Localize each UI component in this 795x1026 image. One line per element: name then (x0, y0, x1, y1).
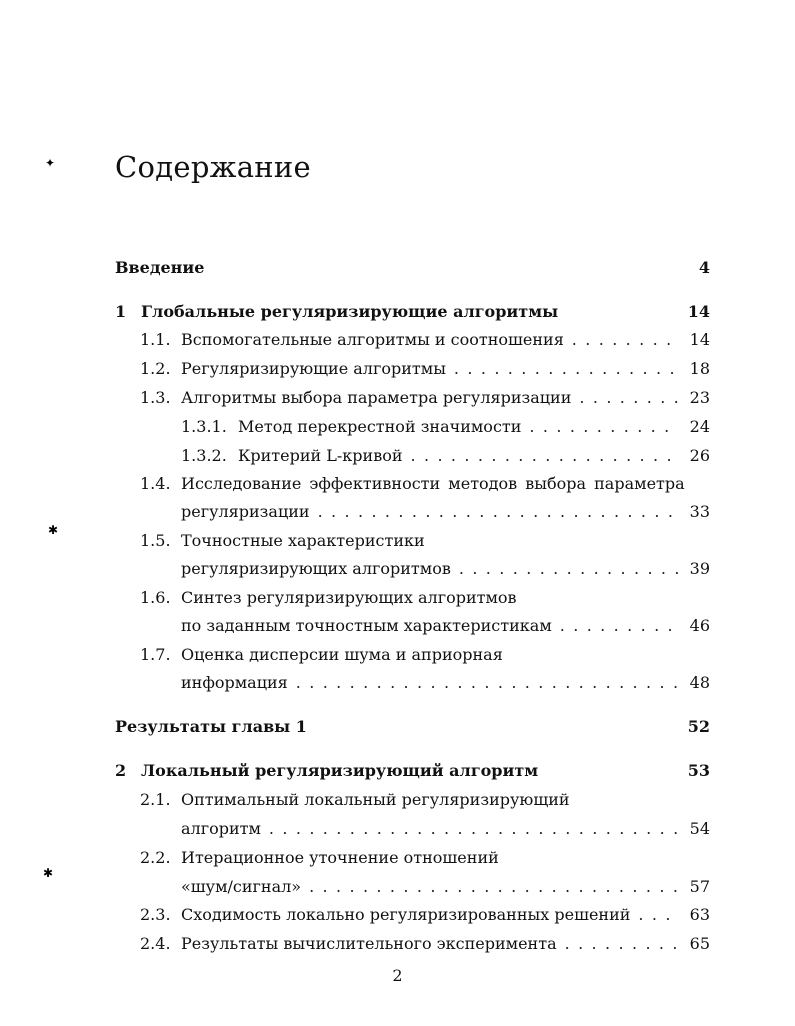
toc-entry-number: 2.4. (140, 934, 171, 953)
toc-entry-text: Глобальные регуляризирующие алгоритмы (141, 302, 559, 321)
toc-entry-number: 1.6. (140, 588, 171, 607)
dot-leader (529, 417, 678, 437)
toc-entry-text-continued: по заданным точностным характеристикам (181, 616, 552, 635)
toc-entry-text: Метод перекрестной значимости (238, 417, 522, 436)
toc-entry-2-1-continuation[interactable] (181, 819, 710, 839)
toc-entry-number: 2.3. (140, 905, 171, 924)
toc-entry-1-3[interactable] (140, 388, 710, 408)
toc-entry-text: Сходимость локально регуляризированных решений (181, 905, 631, 924)
toc-entry-1-1[interactable] (140, 330, 710, 350)
scan-mark-icon: ✱ (48, 523, 59, 537)
toc-entry-number: 1.3.1. (181, 417, 227, 436)
dot-leader (269, 819, 678, 839)
toc-entry-number: 1.5. (140, 531, 171, 550)
dot-leader (411, 446, 678, 466)
toc-entry-text: Введение (115, 258, 205, 277)
toc-entry-chapter-1-results[interactable] (115, 717, 710, 737)
toc-entry-number: 2 (115, 761, 127, 780)
dot-leader (579, 388, 678, 408)
page-title: Содержание (115, 150, 312, 184)
toc-entry-page: 23 (689, 388, 710, 407)
toc-entry-2-2-continuation[interactable] (181, 877, 710, 897)
toc-entry-page: 26 (689, 446, 710, 465)
toc-entry-number: 1.3.2. (181, 446, 227, 465)
toc-entry-1-7[interactable] (140, 645, 710, 665)
toc-entry-1-4-continuation[interactable] (181, 502, 710, 522)
toc-entry-text: Критерий L-кривой (238, 446, 403, 465)
scan-mark-icon: ✦ (45, 156, 56, 170)
dot-leader (296, 673, 678, 693)
toc-entry-page: 48 (689, 673, 710, 692)
toc-entry-page: 65 (689, 934, 710, 953)
toc-entry-text: Алгоритмы выбора параметра регуляризации (181, 388, 572, 407)
toc-entry-page: 14 (687, 302, 710, 321)
toc-entry-page: 63 (689, 905, 710, 924)
toc-entry-number: 1.4. (140, 474, 171, 493)
toc-entry-number: 2.1. (140, 790, 171, 809)
toc-entry-text: Локальный регуляризирующий алгоритм (141, 761, 539, 780)
toc-entry-number: 1.1. (140, 330, 171, 349)
toc-entry-2-2[interactable] (140, 848, 710, 868)
toc-entry-1-6-continuation[interactable] (181, 616, 710, 636)
toc-entry-page: 46 (689, 616, 710, 635)
dot-leader (565, 934, 678, 954)
toc-entry-page: 4 (698, 258, 710, 277)
toc-entry-text: Исследование эффективности методов выбора параметра (181, 474, 685, 493)
toc-entry-text: Регуляризирующие алгоритмы (181, 359, 446, 378)
toc-entry-page: 14 (689, 330, 710, 349)
toc-entry-text: Точностные характеристики (181, 531, 425, 550)
toc-entry-text-continued: регуляризирующих алгоритмов (181, 559, 451, 578)
page-number: 2 (392, 966, 403, 985)
toc-entry-page: 18 (689, 359, 710, 378)
toc-entry-page: 52 (687, 717, 710, 736)
toc-entry-introduction[interactable] (115, 258, 710, 278)
toc-entry-text: Итерационное уточнение отношений (181, 848, 499, 867)
toc-entry-number: 1.3. (140, 388, 171, 407)
toc-entry-text-continued: регуляризации (181, 502, 310, 521)
toc-entry-number: 2.2. (140, 848, 171, 867)
toc-entry-number: 1.7. (140, 645, 171, 664)
dot-leader (572, 330, 678, 350)
toc-entry-text-continued: алгоритм (181, 819, 261, 838)
toc-entry-1-4[interactable] (140, 474, 710, 494)
toc-entry-number: 1.2. (140, 359, 171, 378)
scan-mark-icon: ✱ (43, 866, 54, 880)
dot-leader (309, 877, 678, 897)
toc-entry-chapter-2[interactable] (115, 761, 710, 781)
toc-entry-1-2[interactable] (140, 359, 710, 379)
toc-entry-text: Оптимальный локальный регуляризирующий (181, 790, 570, 809)
toc-entry-1-5-continuation[interactable] (181, 559, 710, 579)
toc-entry-2-4[interactable] (140, 934, 710, 954)
toc-entry-1-3-1[interactable] (181, 417, 710, 437)
dot-leader (454, 359, 678, 379)
toc-entry-text: Вспомогательные алгоритмы и соотношения (181, 330, 564, 349)
toc-entry-text-continued: «шум/сигнал» (181, 877, 302, 896)
dot-leader (318, 502, 678, 522)
dot-leader (638, 905, 678, 925)
toc-entry-1-5[interactable] (140, 531, 710, 551)
toc-entry-chapter-1[interactable] (115, 302, 710, 322)
toc-entry-2-1[interactable] (140, 790, 710, 810)
toc-entry-number: 1 (115, 302, 127, 321)
toc-entry-page: 54 (689, 819, 710, 838)
toc-entry-text: Результаты вычислительного эксперимента (181, 934, 557, 953)
toc-entry-1-6[interactable] (140, 588, 710, 608)
toc-entry-2-3[interactable] (140, 905, 710, 925)
toc-entry-text: Результаты главы 1 (115, 717, 307, 736)
toc-entry-text-continued: информация (181, 673, 288, 692)
toc-entry-text: Оценка дисперсии шума и априорная (181, 645, 503, 664)
dot-leader (560, 616, 678, 636)
toc-entry-1-3-2[interactable] (181, 446, 710, 466)
toc-entry-page: 24 (689, 417, 710, 436)
toc-entry-page: 39 (689, 559, 710, 578)
toc-entry-page: 53 (687, 761, 710, 780)
toc-entry-page: 57 (689, 877, 710, 896)
toc-entry-text: Синтез регуляризирующих алгоритмов (181, 588, 517, 607)
toc-entry-page: 33 (689, 502, 710, 521)
dot-leader (459, 559, 678, 579)
toc-entry-1-7-continuation[interactable] (181, 673, 710, 693)
